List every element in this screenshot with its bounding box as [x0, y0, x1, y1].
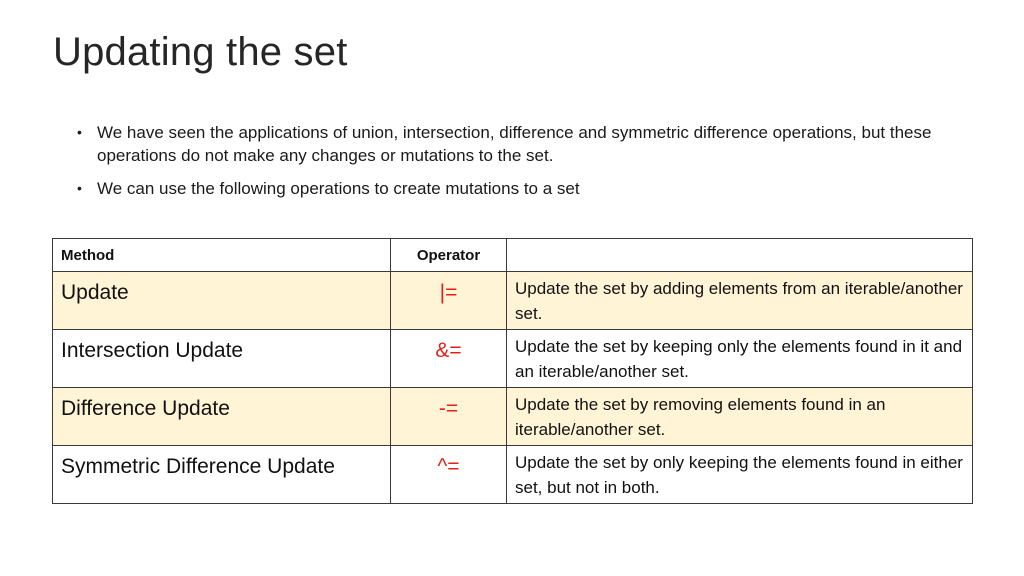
operator-cell: ^= [391, 446, 507, 504]
header-method: Method [53, 239, 391, 272]
operator-cell: |= [391, 272, 507, 330]
bullet-list [77, 121, 937, 210]
bullet-point-icon: • [77, 180, 82, 196]
method-cell: Symmetric Difference Update [53, 446, 391, 504]
method-cell: Update [53, 272, 391, 330]
table-row [53, 446, 973, 504]
bullet-text: We can use the following operations to create mutations to a set [97, 179, 580, 198]
slide-title: Updating the set [53, 30, 348, 74]
operator-cell: -= [391, 388, 507, 446]
bullet-text: We have seen the applications of union, intersection, difference and symmetric difference operations, but these operations do not make any changes or mutations to the set. [97, 123, 932, 165]
description-cell: Update the set by only keeping the elements found in either set, but not in both. [507, 446, 973, 504]
header-description [507, 239, 973, 272]
bullet-item [77, 121, 937, 167]
description-cell: Update the set by keeping only the elements found in it and an iterable/another set. [507, 330, 973, 388]
description-cell: Update the set by removing elements found in an iterable/another set. [507, 388, 973, 446]
header-operator: Operator [391, 239, 507, 272]
method-cell: Intersection Update [53, 330, 391, 388]
description-cell: Update the set by adding elements from an iterable/another set. [507, 272, 973, 330]
set-operations-table [52, 238, 973, 504]
operator-cell: &= [391, 330, 507, 388]
bullet-item [77, 177, 937, 200]
table-header-row [53, 239, 973, 272]
bullet-point-icon: • [77, 124, 82, 140]
method-cell: Difference Update [53, 388, 391, 446]
table-row [53, 388, 973, 446]
table-row [53, 330, 973, 388]
table-row [53, 272, 973, 330]
